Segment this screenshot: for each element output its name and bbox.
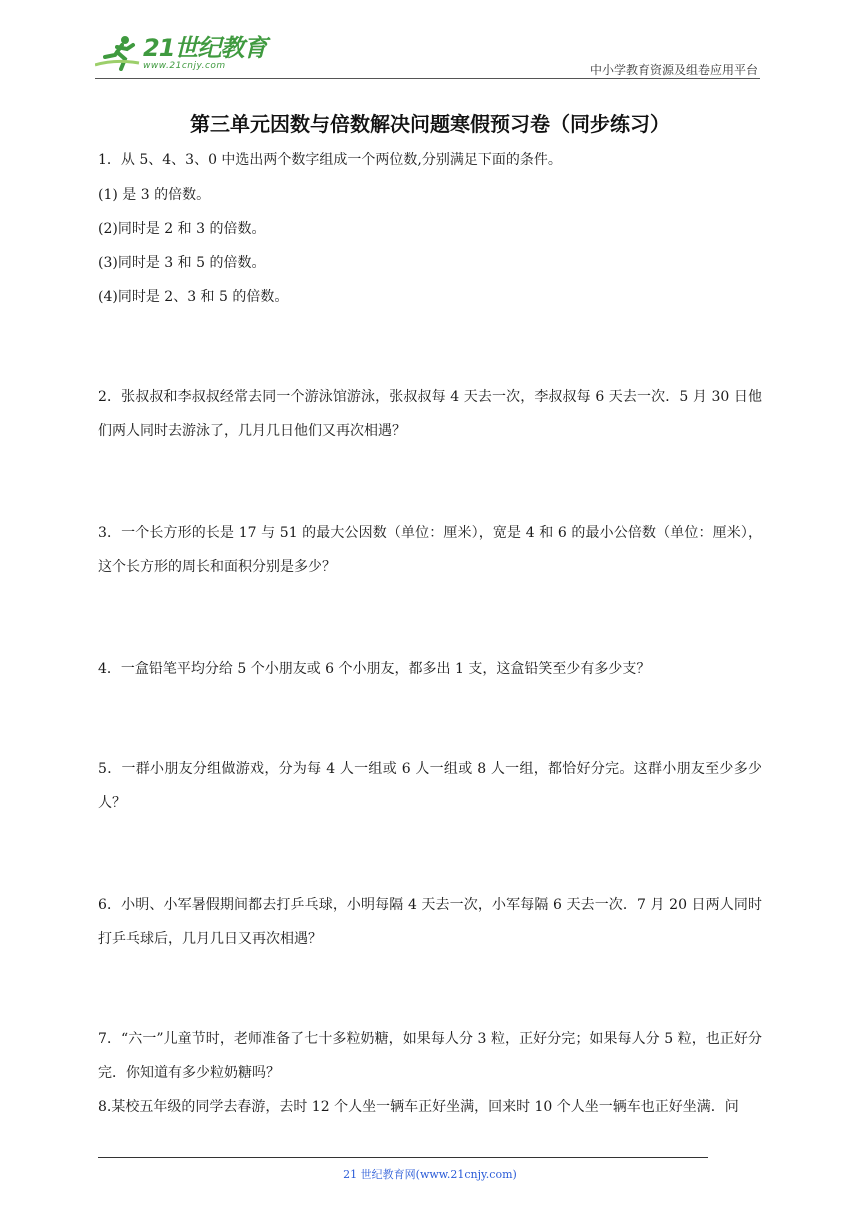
question-1-part-1: (1) 是 3 的倍数。 — [98, 187, 211, 203]
question-1-part-2: (2)同时是 2 和 3 的倍数。 — [98, 221, 266, 237]
question-8: 8.某校五年级的同学去春游，去时 12 个人坐一辆车正好坐满，回来时 10 个人坐一辆车也正好坐满．问 — [98, 1099, 739, 1115]
page-title: 第三单元因数与倍数解决问题寒假预习卷（同步练习） — [190, 112, 670, 136]
question-3: 3．一个长方形的长是 17 与 51 的最大公因数（单位：厘米），宽是 4 和 6 的最小公倍数（单位：厘米），这个长方形的周长和面积分别是多少？ — [98, 525, 762, 575]
question-5: 5．一群小朋友分组做游戏，分为每 4 人一组或 6 人一组或 8 人一组，都恰好分完。这群小朋友至少多少人？ — [98, 761, 762, 811]
runner-logo-icon — [95, 35, 141, 71]
footer-divider — [98, 1157, 708, 1158]
header-divider — [95, 78, 760, 79]
footer-link[interactable]: 21 世纪教育网(www.21cnjy.com) — [343, 1168, 517, 1181]
question-7: 7．“六一”儿童节时，老师准备了七十多粒奶糖，如果每人分 3 粒，正好分完；如果每人分 5 粒，也正好分完．你知道有多少粒奶糖吗？ — [98, 1031, 762, 1081]
question-2: 2．张叔叔和李叔叔经常去同一个游泳馆游泳，张叔叔每 4 天去一次，李叔叔每 6 天去一次．5 月 30 日他们两人同时去游泳了，几月几日他们又再次相遇？ — [98, 389, 762, 439]
platform-label: 中小学教育资源及组卷应用平台 — [589, 63, 758, 77]
question-4: 4．一盒铅笔平均分给 5 个小朋友或 6 个小朋友，都多出 1 支，这盒铅笑至少有多少支？ — [98, 661, 651, 677]
question-1-part-4: (4)同时是 2、3 和 5 的倍数。 — [98, 289, 289, 305]
page-header — [95, 30, 760, 80]
question-1-part-3: (3)同时是 3 和 5 的倍数。 — [98, 255, 266, 271]
logo-text: 21世纪教育 — [143, 34, 267, 62]
logo — [95, 35, 266, 71]
question-1: 1．从 5、4、3、0 中选出两个数字组成一个两位数,分别满足下面的条件。 — [98, 152, 562, 168]
question-6: 6．小明、小军暑假期间都去打乒乓球，小明每隔 4 天去一次，小军每隔 6 天去一次．7 月 20 日两人同时打乒乓球后，几月几日又再次相遇？ — [98, 897, 762, 947]
logo-url: www.21cnjy.com — [143, 61, 226, 71]
